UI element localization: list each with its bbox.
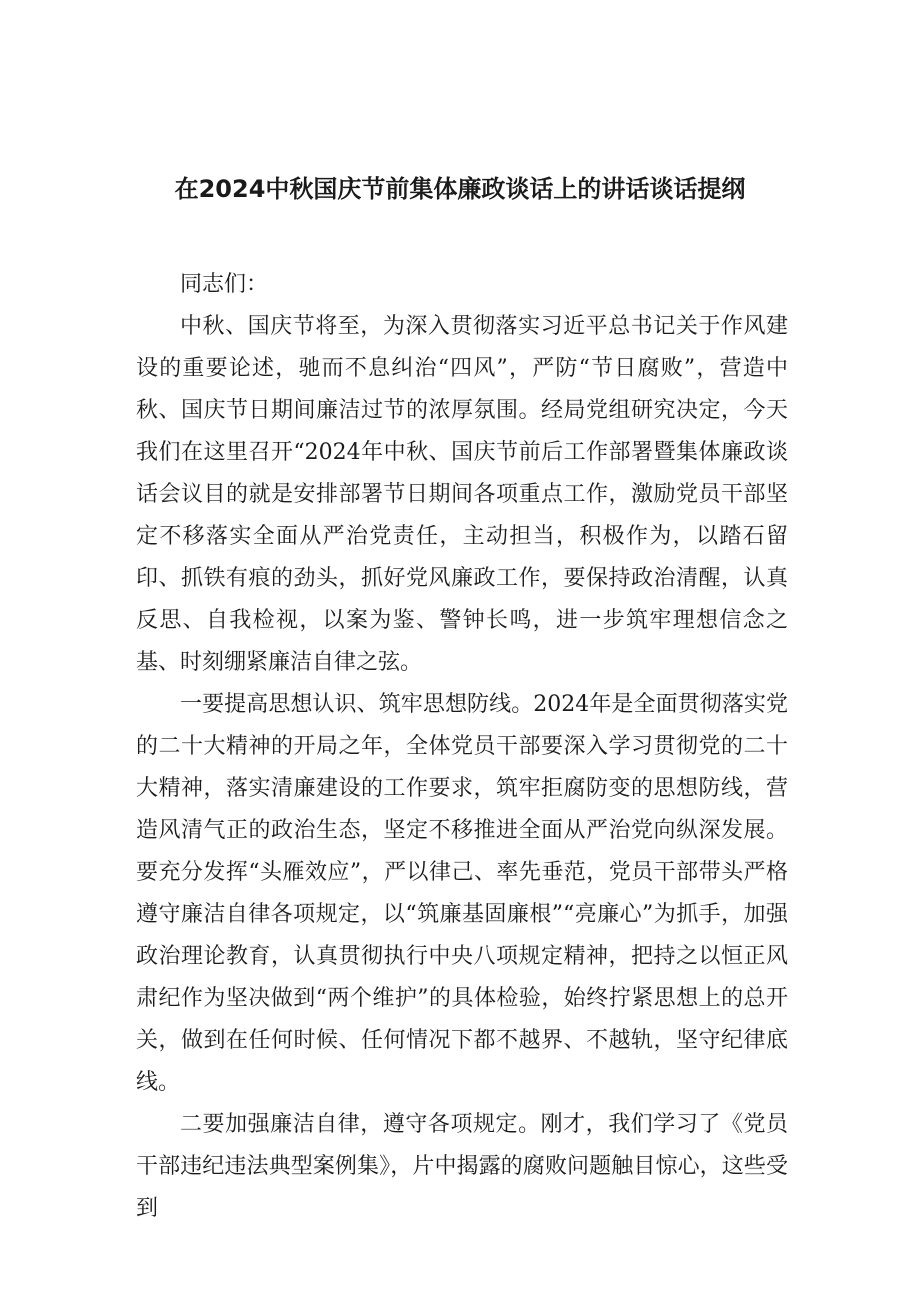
document-title: 在2024中秋国庆节前集体廉政谈话上的讲话谈话提纲 [174,175,746,203]
paragraph-intro: 中秋、国庆节将至，为深入贯彻落实习近平总书记关于作风建设的重要论述，驰而不息纠治“四风”，严防“节日腐败”，营造中秋、国庆节日期间廉洁过节的浓厚氛围。经局党组研究决定，今天我们在这里召开“2024年中秋、国庆节前后工作部署暨集体廉政谈话会议目的就是安排部署节日期间各项重点工作，激励党员干部坚定不移落实全面从严治党责任，主动担当，积极作为，以踏石留印、抓铁有痕的劲头，抓好党风廉政工作，要保持政治清醒，认真反思、自我检视，以案为鉴、警钟长鸣，进一步筑牢理想信念之基、时刻绷紧廉洁自律之弦。 [136,314,788,675]
salutation: 同志们： [180,272,269,297]
paragraph-point-one: 一要提高思想认识、筑牢思想防线。2024年是全面贯彻落实党的二十大精神的开局之年，全体党员干部要深入学习贯彻党的二十大精神，落实清廉建设的工作要求，筑牢拒腐防变的思想防线，营造风清气正的政治生态，坚定不移推进全面从严治党向纵深发展。要充分发挥“头雁效应”，严以律己、率先垂范，党员干部带头严格遵守廉洁自律各项规定，以“筑廉基固廉根”“亮廉心”为抓手，加强政治理论教育，认真贯彻执行中央八项规定精神，把持之以恒正风肃纪作为坚决做到“两个维护”的具体检验，始终拧紧思想上的总开关，做到在任何时候、任何情况下都不越界、不越轨，坚守纪律底线。 [136,692,788,1095]
paragraph-point-two: 二要加强廉洁自律，遵守各项规定。刚才，我们学习了《党员干部违纪违法典型案例集》，片中揭露的腐败问题触目惊心，这些受到 [136,1112,788,1221]
document-body [136,264,788,1230]
